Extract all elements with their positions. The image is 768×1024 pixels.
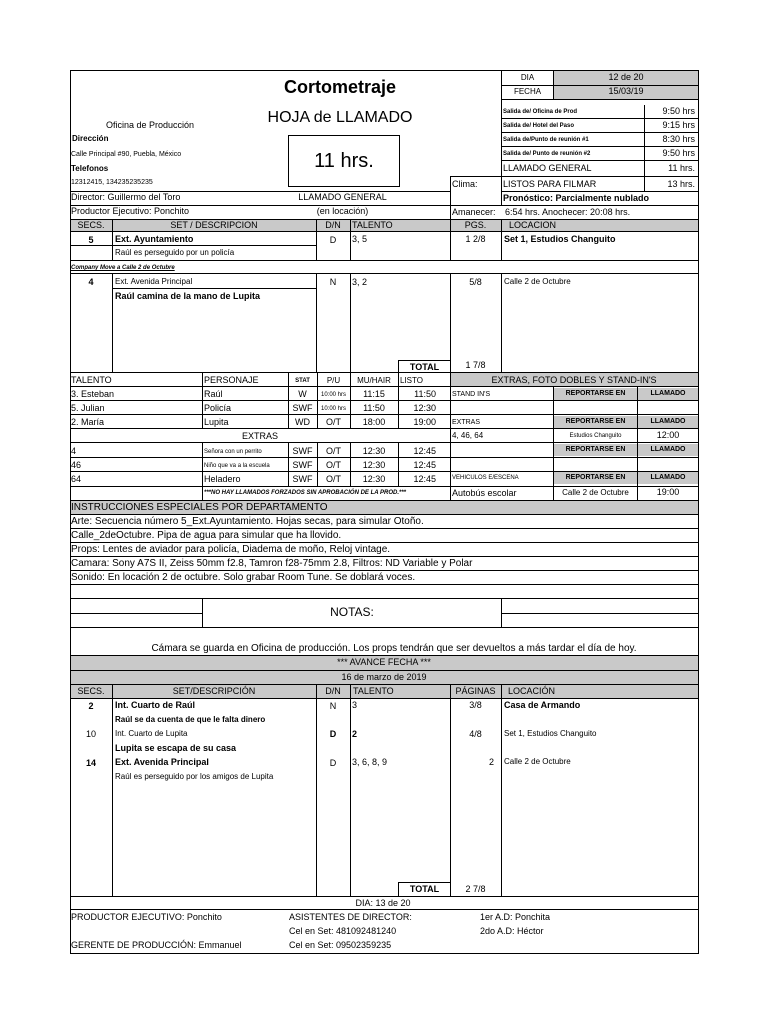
on-location: (en locación)	[316, 206, 369, 216]
vehicle-call-time: 19:00	[656, 487, 680, 497]
talent-header-character: PERSONAJE	[204, 375, 259, 385]
extra-1-name: 4	[71, 446, 77, 456]
vehicles-label: VEHICULOS E/ESCENA	[452, 475, 519, 481]
camera-storage-note: Cámara se guarda en Oficina de producción. Los props tendrán que ser devueltos a más tardar el día de hoy.	[151, 643, 637, 654]
scenes-total-pages: 1 7/8	[465, 360, 486, 370]
extra-2-mu-hair: 12:30	[362, 460, 386, 470]
advance-scene-1-number: 2	[88, 701, 94, 711]
scene-2-pages: 5/8	[469, 277, 482, 287]
scenes-header-pgs: PGS.	[464, 220, 487, 230]
extra-3-stat: SWF	[292, 474, 313, 484]
extra-1-character: Señora con un perrito	[204, 449, 262, 455]
advance-scene-1-location: Casa de Armando	[504, 700, 581, 710]
dia-label: DIA	[520, 73, 535, 82]
fecha-label: FECHA	[513, 87, 542, 96]
talent-2-name: 5. Julian	[71, 403, 105, 413]
advance-scene-1-dn: N	[329, 701, 337, 711]
sunrise-sunset: 6:54 hrs. Anochecer: 20:08 hrs.	[505, 207, 631, 217]
advance-scene-1-set: Int. Cuarto de Raúl	[115, 700, 196, 710]
advance-scene-2-number: 10	[85, 729, 96, 739]
footer-first-ad: 1er A.D: Ponchita	[480, 912, 551, 922]
advance-header-pages: PÁGINAS	[455, 686, 496, 696]
address: Calle Principal #90, Puebla, México	[71, 151, 182, 158]
extra-2-character: Niño que va a la escuela	[204, 463, 270, 469]
call-label-3: LLAMADO	[650, 446, 686, 453]
advance-day: DIA: 13 de 20	[355, 898, 411, 908]
scene-2-location: Calle 2 de Octubre	[504, 277, 571, 286]
footer-manager: GERENTE DE PRODUCCIÓN: Emmanuel	[71, 940, 242, 950]
talent-3-character: Lupita	[204, 417, 229, 427]
advance-scene-3-dn: D	[329, 758, 337, 768]
advance-scene-3-set: Ext. Avenida Principal	[115, 757, 209, 767]
vehicle-report-place: Calle 2 de Octubre	[562, 488, 629, 497]
extras-report-place: Estudios Changuito	[569, 433, 622, 439]
scenes-header-dn: D/N	[325, 220, 341, 230]
company-move: Company Move a Calle 2 de Octubre	[71, 265, 175, 271]
advance-header-set: SET/DESCRIPCIÓN	[172, 686, 256, 696]
departure-value-3: 8:30 hrs	[662, 134, 695, 144]
general-call: LLAMADO GENERAL	[298, 192, 387, 202]
extra-1-stat: SWF	[292, 446, 313, 456]
footer-producer: PRODUCTOR EJECUTIVO: Ponchito	[71, 912, 222, 922]
title: Cortometraje	[283, 77, 397, 97]
talent-2-pickup: 10:00 hrs	[320, 406, 347, 412]
extra-2-pickup: O/T	[326, 460, 341, 470]
listos-label: LISTOS PARA FILMAR	[503, 179, 597, 189]
scenes-header-secs: SECS.	[77, 220, 105, 230]
instruction-props: Props: Lentes de aviador para policía, Diadema de moño, Reloj vintage.	[71, 544, 391, 555]
extra-3-ready: 12:45	[413, 474, 436, 484]
sunrise-label: Amanecer:	[452, 207, 496, 217]
scene-2-description: Raúl camina de la mano de Lupita	[115, 291, 261, 301]
scene-1-number: 5	[88, 235, 94, 245]
call-label-1: LLAMADO	[650, 390, 686, 397]
notes-label: NOTAS:	[330, 605, 374, 619]
instruction-art: Arte: Secuencia número 5_Ext.Ayuntamiento. Hojas secas, para simular Otoño.	[71, 516, 424, 527]
scene-1-description: Raúl es perseguido por un policía	[115, 248, 235, 257]
subtitle: HOJA de LLAMADO	[267, 109, 413, 126]
departure-label-1: Salida de/ Oficina de Prod	[503, 109, 578, 115]
fecha-value: 15/03/19	[608, 86, 644, 96]
talent-3-name: 2. María	[71, 417, 105, 427]
advance-header-secs: SECS.	[77, 686, 105, 696]
talent-2-ready: 12:30	[413, 403, 436, 413]
extra-1-mu-hair: 12:30	[362, 446, 386, 456]
general-call-label: LLAMADO GENERAL	[503, 163, 592, 173]
instruction-sound: Sonido: En locación 2 de octubre. Solo grabar Room Tune. Se doblará voces.	[71, 572, 416, 583]
call-time: 11 hrs.	[314, 150, 374, 172]
extra-2-stat: SWF	[292, 460, 313, 470]
departure-label-4: Salida de/ Punto de reunión #2	[503, 151, 591, 157]
talent-2-character: Policía	[204, 403, 232, 413]
departure-value-2: 9:15 hrs	[662, 120, 695, 130]
advance-scene-3-description: Raúl es perseguido por los amigos de Lupita	[115, 772, 274, 781]
advance-scene-3-pages: 2	[488, 757, 494, 767]
talent-1-pickup: 10:00 hrs	[320, 392, 347, 398]
talent-1-stat: W	[298, 389, 307, 399]
advance-header-dn: D/N	[325, 686, 341, 696]
extra-2-ready: 12:45	[413, 460, 436, 470]
footer-cel-2: Cel en Set: 09502359235	[289, 940, 392, 950]
talent-1-mu-hair: 11:15	[363, 389, 385, 399]
clima-label: Clima:	[452, 179, 478, 189]
advance-title: *** AVANCE FECHA ***	[337, 657, 431, 667]
advance-scene-3-location: Calle 2 de Octubre	[504, 757, 571, 766]
producer: Productor Ejecutivo: Ponchito	[71, 206, 190, 216]
talent-3-stat: WD	[295, 417, 310, 427]
report-in-label-2: REPORTARSE EN	[565, 418, 626, 425]
scene-2-number: 4	[88, 277, 94, 287]
report-in-label-1: REPORTARSE EN	[565, 390, 626, 397]
advance-scene-3-number: 14	[85, 758, 96, 768]
phones: 12312415, 134235235235	[71, 179, 153, 186]
general-call-value: 11 hrs.	[668, 163, 695, 173]
report-in-label-3: REPORTARSE EN	[565, 446, 626, 453]
extras-call-time: 12:00	[656, 430, 680, 440]
talent-3-ready: 19:00	[413, 417, 436, 427]
extra-2-name: 46	[71, 460, 82, 470]
stand-ins-label: STAND IN'S	[452, 391, 491, 398]
advance-scene-1-talent: 3	[352, 700, 358, 710]
extra-3-pickup: O/T	[326, 474, 341, 484]
extra-1-ready: 12:45	[413, 446, 436, 456]
advance-scene-2-pages: 4/8	[469, 729, 482, 739]
departure-value-4: 9:50 hrs	[662, 148, 695, 158]
call-label-4: LLAMADO	[650, 474, 686, 481]
director: Director: Guillermo del Toro	[71, 192, 181, 202]
instruction-street: Calle_2deOctubre. Pipa de agua para simular que ha llovido.	[71, 530, 342, 541]
advance-total-label: TOTAL	[409, 884, 440, 894]
talent-header-pickup: P/U	[326, 376, 341, 385]
extra-3-name: 64	[71, 474, 82, 484]
office-label: Oficina de Producción	[105, 120, 195, 130]
advance-scene-1-pages: 3/8	[469, 700, 482, 710]
scenes-header-location: LOCACION	[509, 220, 557, 230]
extras-panel-label: EXTRAS	[452, 419, 481, 426]
scene-2-dn: N	[329, 277, 337, 287]
extras-panel-title: EXTRAS, FOTO DOBLES Y STAND-IN'S	[491, 375, 657, 385]
extra-1-pickup: O/T	[326, 446, 341, 456]
listos-value: 13 hrs.	[667, 179, 695, 189]
scene-1-talent: 3, 5	[352, 234, 368, 244]
talent-3-pickup: O/T	[326, 417, 341, 427]
advance-scene-2-talent: 2	[352, 729, 358, 739]
talent-3-mu-hair: 18:00	[362, 417, 386, 427]
dia-value: 12 de 20	[608, 72, 644, 82]
scenes-total-label: TOTAL	[409, 362, 440, 372]
vehicle-name: Autobús escolar	[452, 488, 517, 498]
forced-calls-note: ***NO HAY LLAMADOS FORZADOS SIN APROBACIÓN DE LA PROD.***	[204, 490, 407, 496]
talent-header-mu-hair: MU/HAIR	[357, 376, 391, 385]
footer-second-ad: 2do A.D: Héctor	[480, 926, 544, 936]
talent-1-name: 3. Esteban	[71, 389, 115, 399]
advance-header-location: LOCACIÓN	[508, 686, 556, 696]
extras-list: 4, 46, 64	[452, 431, 484, 440]
extras-label: EXTRAS	[241, 431, 278, 441]
scene-2-talent: 3, 2	[352, 277, 368, 287]
advance-scene-2-dn: D	[329, 729, 337, 739]
scenes-header-talent: TALENTO	[352, 220, 393, 230]
advance-header-talent: TALENTO	[353, 686, 394, 696]
instructions-title: INSTRUCCIONES ESPECIALES POR DEPARTAMENTO	[71, 502, 328, 513]
scenes-header-set: SET / DESCRIPCION	[170, 220, 258, 230]
report-in-label-4: REPORTARSE EN	[565, 474, 626, 481]
talent-2-mu-hair: 11:50	[363, 403, 385, 413]
instruction-camera: Camara: Sony A7S II, Zeiss 50mm f2.8, Tamron f28-75mm 2.8, Filtros: ND Variable y Polar	[71, 558, 473, 569]
extra-3-character: Heladero	[204, 474, 241, 484]
forecast: Pronóstico: Parcialmente nublado	[503, 193, 650, 203]
scene-1-pages: 1 2/8	[465, 234, 486, 244]
extra-3-mu-hair: 12:30	[362, 474, 386, 484]
talent-header-ready: LISTO	[400, 376, 423, 385]
departure-label-3: Salida de/Punto de reunión #1	[503, 137, 589, 143]
advance-date: 16 de marzo de 2019	[341, 672, 427, 682]
advance-scene-2-set: Int. Cuarto de Lupita	[115, 729, 188, 738]
departure-value-1: 9:50 hrs	[662, 106, 695, 116]
advance-total-pages: 2 7/8	[465, 884, 486, 894]
footer-assistants-label: ASISTENTES DE DIRECTOR:	[289, 912, 412, 922]
scene-1-set: Ext. Ayuntamiento	[115, 234, 194, 244]
talent-1-ready: 11:50	[414, 389, 436, 399]
talent-header-stat: STAT	[295, 378, 310, 384]
scene-1-location: Set 1, Estudios Changuito	[504, 234, 616, 244]
scene-2-set: Ext. Avenida Principal	[115, 277, 193, 286]
talent-header-name: TALENTO	[71, 375, 112, 385]
advance-scene-2-location: Set 1, Estudios Changuito	[504, 729, 597, 738]
departure-label-2: Salida de/ Hotel del Paso	[503, 123, 575, 129]
scene-1-dn: D	[329, 235, 337, 245]
advance-scene-2-description: Lupita se escapa de su casa	[115, 743, 237, 753]
footer-cel-1: Cel en Set: 481092481240	[289, 926, 397, 936]
advance-scene-3-talent: 3, 6, 8, 9	[352, 757, 388, 767]
talent-2-stat: SWF	[292, 403, 313, 413]
phones-label: Telefonos	[71, 164, 109, 173]
direction-label: Dirección	[72, 134, 109, 143]
call-label-2: LLAMADO	[650, 418, 686, 425]
advance-scene-1-description: Raúl se da cuenta de que le falta dinero	[115, 715, 266, 724]
talent-1-character: Raúl	[204, 389, 223, 399]
